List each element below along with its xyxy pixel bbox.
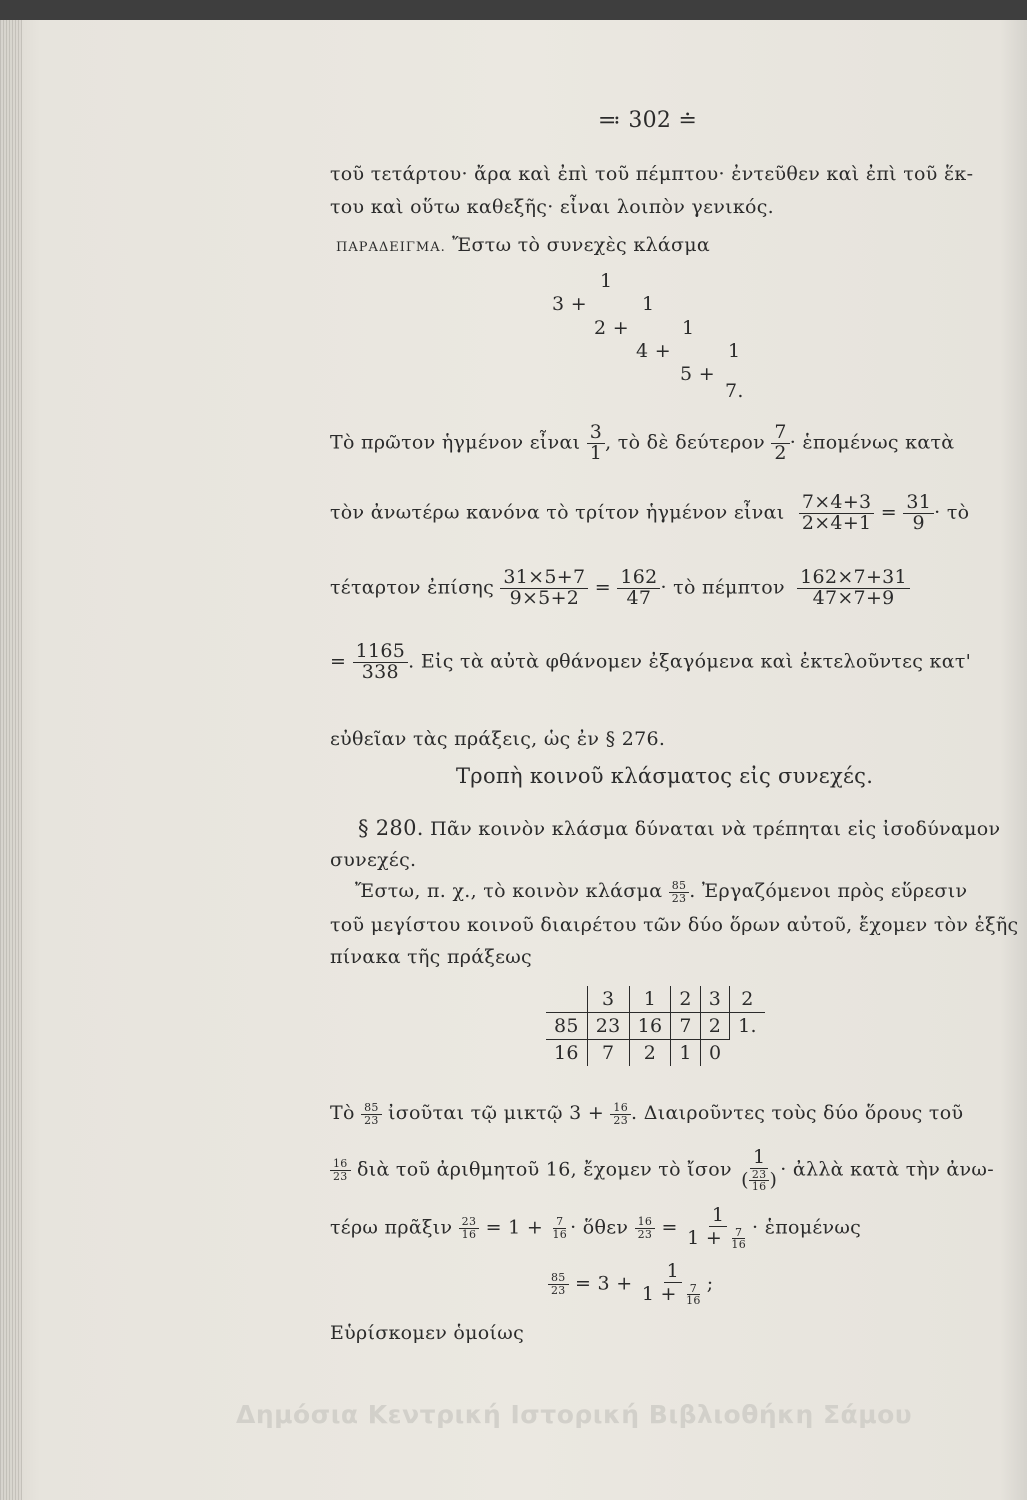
fraction-fourth: $\frac{31\times 5+7}{9\times 5+2}$ [500,568,588,609]
fraction-7-2: $\frac{7}{2}$ [771,423,789,464]
text-line-2: του καὶ οὕτω καθεξῆς· εἶναι λοιπὸν γενικός. [330,196,775,218]
table-cell: 2 [629,1040,671,1067]
section-heading: Τροπὴ κοινοῦ κλάσματος εἰς συνεχές. [456,764,874,788]
table-cell: 2 [671,986,700,1013]
table-cell: 23 [587,1013,629,1040]
cf-num-2: 1 [642,293,655,315]
table-cell: 85 [546,1013,587,1040]
page-number: ≕ 302 ≐ [598,108,698,133]
table-cell: 16 [546,1040,587,1067]
fraction-1165-338: $\frac{1165}{338}$ [353,642,409,683]
third-convergent-line: τὸν ἀνωτέρω κανόνα τὸ τρίτον ἡγμένον εἶναι $\frac{7\times 4+3}{2\times 4+1}$ = $\frac{31}{9}$ · τὸ [330,491,970,534]
example-fraction-line: Ἔστω, π. χ., τὸ κοινὸν κλάσμα $\frac{85}{23}$ . Ἐργαζόμενοι πρὸς εὕρεσιν [355,879,968,905]
cf-int-1: 3 + [552,293,587,315]
fourth-convergent-line: τέταρτον ἐπίσης $\frac{31\times 5+7}{9\times 5+2}$ = $\frac{162}{47}$ · τὸ πέμπτον $\frac{162\times 7+31}{47\times 7+9}$ [330,568,910,609]
table-cell: 2 [730,986,765,1013]
cf-int-4: 5 + [680,363,715,385]
last-line: Εὑρίσκομεν ὁμοίως [330,1322,525,1344]
fraction-85-23: $\frac{85}{23}$ [548,1272,569,1296]
paragraph-line-1: Τὸ $\frac{85}{23}$ ἰσοῦται τῷ μικτῷ 3 + $\frac{16}{23}$ . Διαιροῦντες τοὺς δύο ὅρους τοῦ [330,1101,964,1127]
result-line-2: εὐθεῖαν τὰς πράξεις, ὡς ἐν § 276. [330,728,666,750]
fraction-31-9: $\frac{31}{9}$ [903,493,934,534]
cf-num-1: 1 [600,270,613,292]
fraction-3-1: $\frac{3}{1}$ [587,423,605,464]
euclid-table [546,986,765,1066]
fraction-third: $\frac{7\times 4+3}{2\times 4+1}$ [799,493,875,534]
fraction-1-over-23-16: 1 ( $\frac{23}{16}$ ) [741,1146,778,1194]
fraction-85-23: $\frac{85}{23}$ [361,1102,382,1126]
table-cell: 3 [587,986,629,1013]
table-cell: 1 [671,1040,700,1067]
page-edge-stack [0,20,22,1500]
fraction-162-47: $\frac{162}{47}$ [617,568,660,609]
fraction-1-over-1-plus-7-16: 1 1 + $\frac{7}{16}$ [641,1260,701,1308]
cf-num-4: 1 [728,340,741,362]
fraction-fifth: $\frac{162\times 7+31}{47\times 7+9}$ [797,568,910,609]
table-cell: 2 [700,1013,729,1040]
section-280-line: § 280. Πᾶν κοινὸν κλάσμα δύναται νὰ τρέπηται εἰς ἰσοδύναμον [358,816,1001,840]
paragraph-line-4: $\frac{85}{23}$ = 3 + 1 1 + $\frac{7}{16}$ ; [548,1262,713,1307]
example-line-3: πίνακα τῆς πράξεως [330,946,532,968]
cf-den-4: 7. [725,380,744,402]
library-watermark: Δημόσια Κεντρική Ιστορική Βιβλιοθήκη Σάμου [236,1400,913,1429]
table-cell: 16 [629,1013,671,1040]
example-text: Ἔστω τὸ συνεχὲς κλάσμα [452,234,711,256]
result-line: = $\frac{1165}{338}$ . Εἰς τὰ αὐτὰ φθάνομεν ἐξαγόμενα καὶ ἐκτελοῦντες κατ' [330,640,972,683]
paragraph-line-3: τέρω πρᾶξιν $\frac{23}{16}$ = 1 + $\frac{7}{16}$ · ὅθεν $\frac{16}{23}$ = 1 1 + $\frac{7}{16}$ · ἑπομένως [330,1204,862,1252]
text-line-1: τοῦ τετάρτου· ἄρα καὶ ἐπὶ τοῦ πέμπτου· ἐντεῦθεν καὶ ἐπὶ τοῦ ἕκ- [330,163,974,185]
table-cell: 3 [700,986,729,1013]
fraction-23-16: $\frac{23}{16}$ [459,1216,480,1240]
fraction-16-23: $\frac{16}{23}$ [330,1158,351,1182]
table-cell: 7 [587,1040,629,1067]
cf-int-3: 4 + [636,340,671,362]
cf-num-3: 1 [682,317,695,339]
table-cell: 1 [629,986,671,1013]
example-line [336,234,710,256]
table-cell: 0 [700,1040,729,1067]
cf-int-2: 2 + [594,317,629,339]
example-line-2: τοῦ μεγίστου κοινοῦ διαιρέτου τῶν δύο ὅρων αὐτοῦ, ἔχομεν τὸν ἑξῆς [330,914,1019,936]
convergents-line: Τὸ πρῶτον ἡγμένον εἶναι $\frac{3}{1}$ , τὸ δὲ δεύτερον $\frac{7}{2}$ · ἑπομένως κατὰ [330,421,955,464]
table-cell: 7 [671,1013,700,1040]
paragraph-line-2: $\frac{16}{23}$ διὰ τοῦ ἀριθμητοῦ 16, ἔχομεν τὸ ἴσον 1 ( $\frac{23}{16}$ ) · ἀλλὰ κατὰ τὴν ἀνω- [330,1148,994,1193]
table-cell: 1. [730,1013,765,1040]
section-280-line-2: συνεχές. [330,849,417,871]
fraction-85-23: $\frac{85}{23}$ [669,880,690,904]
fraction-16-23: $\frac{16}{23}$ [635,1216,656,1240]
fraction-7-16: $\frac{7}{16}$ [552,1215,568,1242]
fraction-16-23: $\frac{16}{23}$ [610,1102,631,1126]
example-label: ΠΑΡΑΔΕΙΓΜΑ. [336,240,446,255]
fraction-1-over-1-plus-7-16: 1 1 + $\frac{7}{16}$ [687,1204,747,1252]
